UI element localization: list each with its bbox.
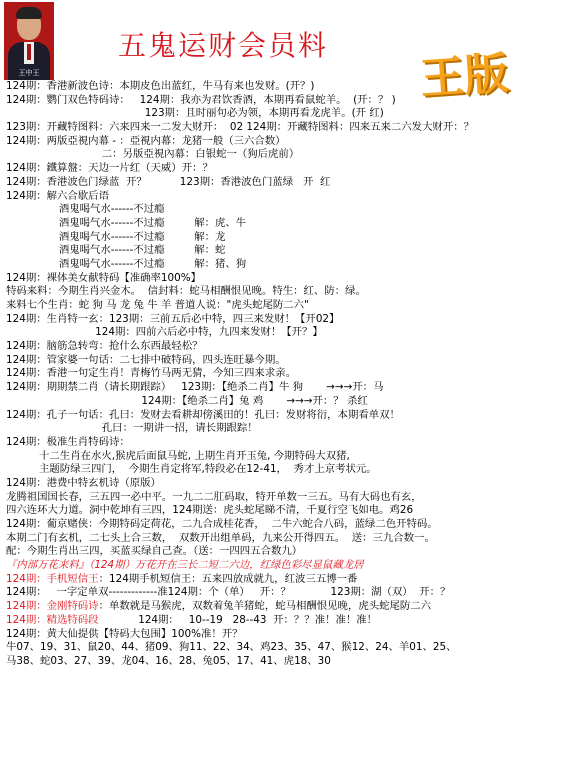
text-line: 主题防绿三四门， 今期生肖定将军,特段必在12-41， 秀才上京考状元。 — [6, 463, 377, 476]
text-line: 124期：管家婆一句话：二七排中破特码，四头连旺暴今期。 — [6, 353, 286, 366]
text-line: 124期：孔子一句话：孔曰：发财去看耕却傍溪田的！孔曰：发财将衍，本期看单双！ — [6, 408, 400, 421]
author-photo — [4, 2, 54, 80]
text-line: 124期：两版亞視内幕 - ：亞視内幕：龙猪一般（三六合数） — [6, 134, 286, 147]
text-line: 123期：且时丽句必为领，本期再看龙虎羊。(开 红) — [6, 107, 384, 120]
edition-badge: 王版 — [418, 47, 510, 105]
text-line: 124期：黄大仙提供【特码大包围】100%准！开？ — [6, 627, 243, 640]
text-line: 马38、蛇03、27、39、龙04、16、28、兔05、17、41、虎18、30 — [6, 654, 331, 667]
text-line: 124期：精选特码段 124期： 10--19 28--43 开：？？准！准！准！ — [6, 613, 378, 626]
text-line: 124期：手机短信王：124期手机短信王：五来四放成就九，红波三五博一番 — [6, 572, 358, 585]
text-line: 特码来料：今期生肖兴金木。 信封料：蛇马相酬恨见晚。特生：红、防：绿。 — [6, 285, 366, 298]
text-line: 酒鬼喝气水------不过瘾 解：龙 — [6, 230, 226, 243]
text-line: 124期：香港一句定生肖！青梅竹马两无猜，今知三四来求亲。 — [6, 367, 296, 380]
text-line: 124期：香港新波色诗：本期皮色出蓝红，牛马有来也发财。(开？) — [6, 80, 315, 92]
highlight-label: 124期：金刚特码诗 — [6, 600, 99, 613]
text-line: 124期：鹦门双色特码诗： 124期：我亦为君饮香酒，本期再看鼠蛇羊。 (开：？ ) — [6, 93, 396, 106]
text-line: 牛07、19、31、鼠20、44、猪09、狗11、22、34、鸡23、35、47、猴12、24、羊01、25、 — [6, 641, 457, 654]
text-line: 124期：裸体美女献特码【准确率100%】 — [6, 271, 202, 284]
text-line: 124期：鐵算盤：天边一片红（天威）开：？ — [6, 162, 213, 175]
text-line: 124期：港费中特玄机诗（原版） — [6, 476, 161, 489]
text-line: 来料七个生肖：蛇 狗 马 龙 兔 牛 羊 普道人说："虎头蛇尾防二六" — [6, 299, 309, 311]
text-line: 孔曰：一期讲一招，请长期跟踪！ — [6, 422, 258, 435]
text-line: 本期二门有玄机，二七头上合三数， 双数开出组单码，九来公开得四五。 送：三九合数一。 — [6, 531, 435, 544]
text-line: 124期：葡京赌侠：今期特码定荷花，二九合成桂花香， 二牛六蛇合八码，蓝绿二色开特码。 — [6, 518, 438, 530]
text-line: 124期：期期禁二肖（请长期跟踪） 123期：【绝杀二肖】牛 狗 →→→开：马 — [6, 381, 384, 394]
text-line: 124期：四前六后必中特，九四来发财！【开？】 — [6, 326, 323, 339]
text-line: 124期：【绝杀二肖】兔 鸡 →→→开：？ 杀红 — [6, 394, 368, 407]
text-line: 酒鬼喝气水------不过瘾 — [6, 203, 165, 216]
text-line: 124期：解六合歇后语 — [6, 189, 109, 202]
text-line: 124期： 一字定单双-------------准124期：个（单） 开：？ 123期：湖（双） 开：？ — [6, 586, 451, 599]
text-line: 酒鬼喝气水------不过瘾 解：虎、牛 — [6, 216, 247, 229]
highlight-label: 124期：精选特码段 — [6, 613, 99, 626]
text-line: 124期：生肖特一玄：123期：三前五后必中特，四三来发财！【开02】 — [6, 312, 340, 325]
text-line: 124期：金刚特码诗：单数就是马猴虎，双数着兔羊猪蛇，蛇马相酬恨见晚，虎头蛇尾防二六 — [6, 600, 432, 613]
text-line: 十二生肖在水火,猴虎后面鼠马蛇, 上期生肖开玉兔, 今期特码大双猪, — [6, 449, 350, 462]
photo-caption: 王中王 — [18, 69, 40, 77]
highlight-label: 124期：手机短信王 — [6, 572, 99, 585]
text-line: 配：今期生肖出三四，买蓝买绿自己查。（送：一四四五合数九） — [6, 545, 303, 558]
text-line: 酒鬼喝气水------不过瘾 解：蛇 — [6, 244, 226, 257]
text-line: 二：另版亞視內幕：白银蛇一（狗后虎前） — [6, 148, 300, 161]
page-title: 五鬼运财会员料 — [118, 29, 329, 62]
text-line: 124期：脑筋急转弯：抢什么东西最轻松？ — [6, 340, 203, 353]
text-line: 124期：香港波色门绿蓝 开？ 123期：香港波色门蓝绿 开 红 — [6, 175, 331, 188]
document-body — [6, 80, 570, 669]
text-line: 123期：开藏特图料：六来四来一二发大财开： 02 124期：开藏特图料：四来五来二六发大财开：？ — [6, 121, 475, 134]
text-line: 酒鬼喝气水------不过瘾 解：猪、狗 — [6, 257, 247, 270]
text-line: 四六连环大力道。洞中乾坤有三四，124期送：虎头蛇尾睇不清，千夏行空飞如电。鸡26 — [6, 504, 414, 517]
text-line: 龙腾祖国国长春，三五四一必中平。一九二二肛码取，特开单数一三五。马有大码也有玄， — [6, 490, 422, 503]
text-line: 『内部万花来料』（124期）万花开在三长二短二六边，红绿色彩尽显鼠藏龙居 — [6, 559, 364, 572]
text-line: 124期：极准生肖特码诗： — [6, 435, 130, 448]
